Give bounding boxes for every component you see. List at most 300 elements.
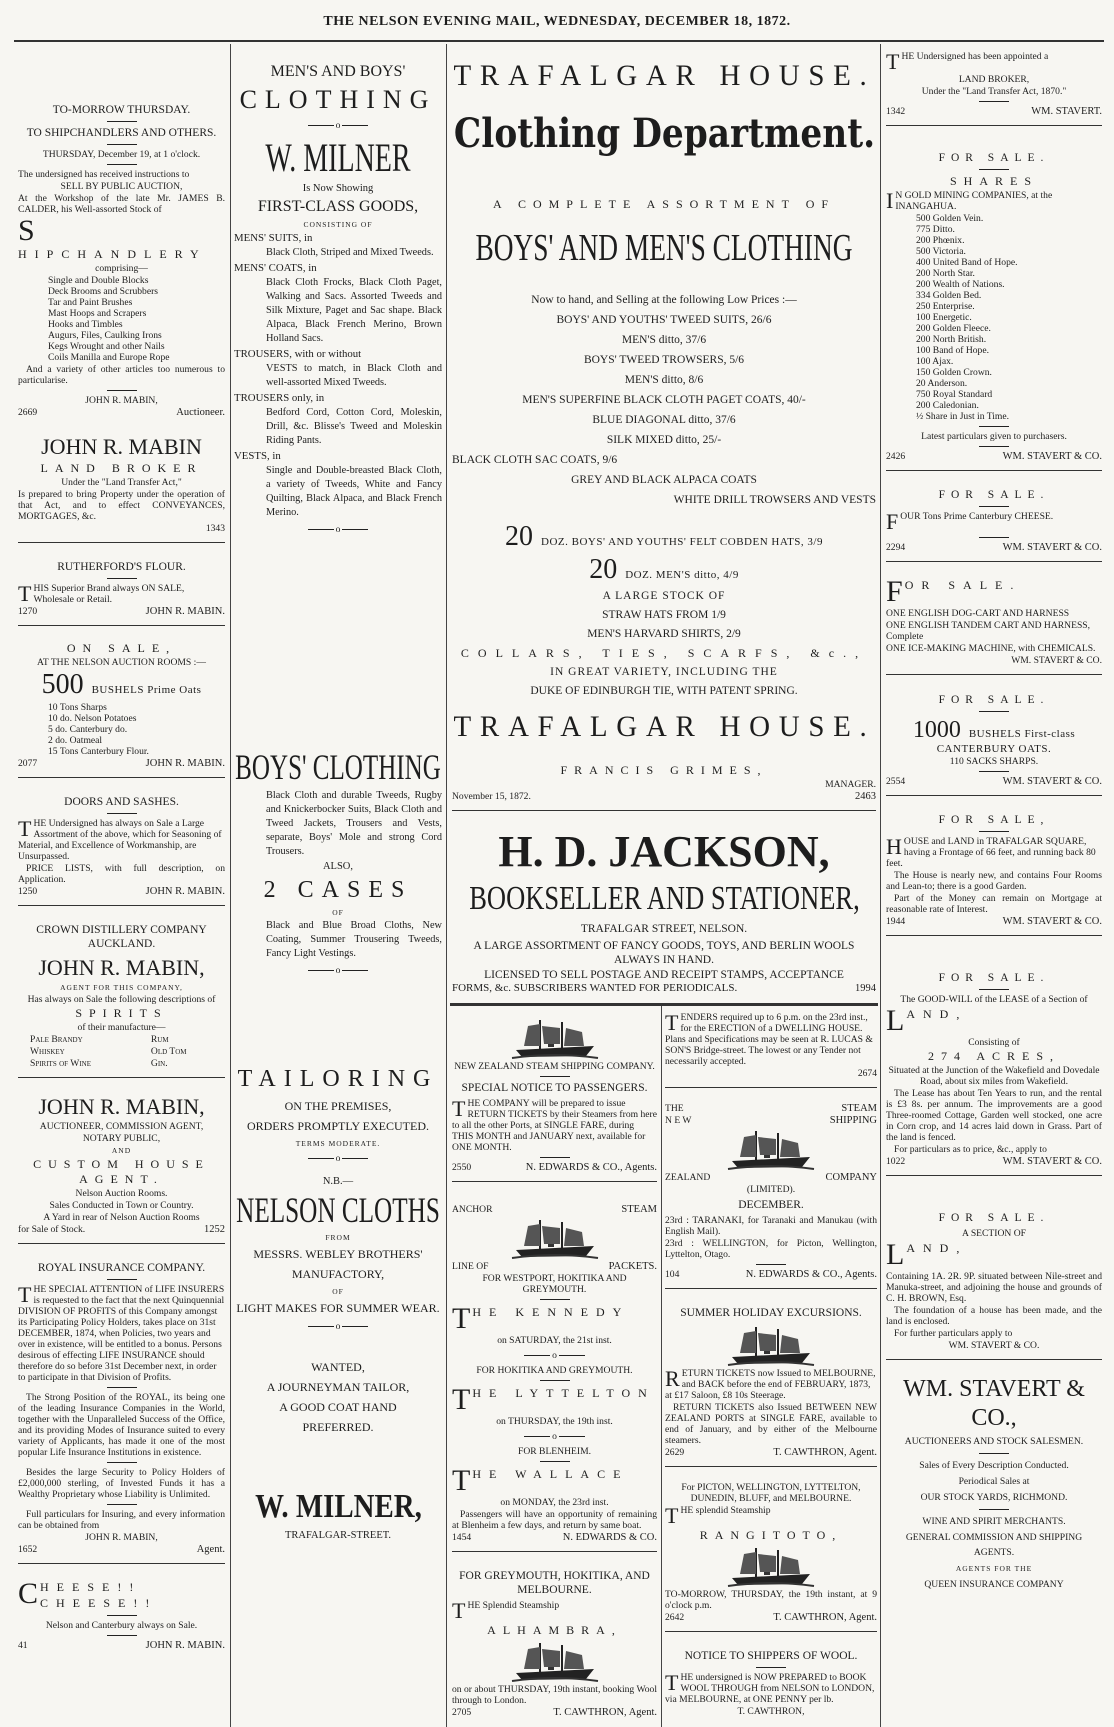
ad-reference-number: 2629	[665, 1447, 685, 1458]
product-name: Whiskey	[30, 1046, 65, 1057]
text-line: BLUE DIAGONAL ditto, 37/6	[592, 414, 736, 426]
ad-reference-number: 2426	[886, 451, 906, 462]
signature: COMPANY	[825, 1172, 877, 1183]
product-name: Rum	[150, 1034, 169, 1045]
text-line: TROUSERS, with or without	[234, 348, 362, 360]
list-item: 200 Phœnix.	[916, 235, 965, 246]
paragraph-text: ETURN TICKETS now Issued to MELBOURNE, and BACK before the end of FEBRUARY, 1873, at £17 Saloon, £8 10s Steerage.	[665, 1368, 876, 1401]
paragraph-text: HE SPECIAL ATTENTION of LIFE INSURERS is requested to the fact that the next Quinquennial DIVISION OF PROFITS of this Company amongst its Participating Policy Holders, takes place on 31st DECEMBER, 1874, when Policies, two years and over in existence, will be entitled to a bonus. Persons desirous of effecting LIFE INSURANCE should therefore do so before 31st December next, in order to participate in that Division of Profits.	[18, 1284, 225, 1383]
carts-sale-ad	[886, 576, 1102, 683]
heading: MANUFACTORY,	[291, 1267, 385, 1281]
jackson-bookseller-ad	[452, 825, 876, 995]
list-item: 250 Enterprise.	[916, 301, 975, 312]
heading: FOR GREYMOUTH, HOKITIKA, AND MELBOURNE.	[459, 1570, 650, 1596]
heading: NOTICE TO SHIPPERS OF WOOL.	[684, 1650, 858, 1662]
text-line: on SATURDAY, the 21st inst.	[497, 1335, 612, 1346]
heading: JOHN R. MABIN,	[38, 955, 205, 980]
heading: FOR SALE.	[938, 152, 1050, 164]
heading: TAILORING	[237, 1066, 439, 1092]
text-line: AND	[111, 1146, 132, 1155]
auction-rooms-ad	[18, 640, 225, 786]
text-line: MEN'S SUPERFINE BLACK CLOTH PAGET COATS, 40/-	[522, 394, 806, 406]
signature: JOHN R. MABIN.	[145, 606, 225, 617]
text-line: GENERAL COMMISSION AND SHIPPING AGENTS.	[905, 1532, 1083, 1558]
ad-separator-rule	[18, 542, 225, 543]
text-line: Sales of Every Description Conducted.	[919, 1460, 1069, 1471]
text-line: (LIMITED).	[746, 1184, 796, 1195]
heading: TO SHIPCHANDLERS AND OTHERS.	[26, 127, 217, 139]
signature: WM. STAVERT & CO.	[1002, 1156, 1102, 1167]
reference-line	[18, 1640, 225, 1651]
drop-cap-letter: H	[886, 834, 902, 859]
product-pair	[18, 1034, 225, 1045]
short-rule	[107, 1635, 137, 1636]
drop-cap-paragraph	[886, 511, 1102, 533]
reference-line	[665, 1115, 877, 1126]
drop-cap-paragraph	[665, 1012, 877, 1067]
paragraph-text: HIS Superior Brand always ON SALE, Wholesale or Retail.	[33, 583, 185, 605]
ad-reference-number: 41	[18, 1640, 28, 1651]
reference-line	[452, 1162, 657, 1173]
drop-cap-letter: L	[886, 1004, 905, 1037]
reference-line	[665, 1103, 877, 1114]
paragraph-text: HIPCHANDLERY	[18, 247, 207, 261]
trafalgar-house-title	[452, 56, 876, 96]
list-item: 500 Golden Vein.	[916, 213, 984, 224]
heading: RUTHERFORD'S FLOUR.	[57, 561, 186, 573]
heading: BOYS' CLOTHING	[235, 747, 441, 787]
flour-ad	[18, 557, 225, 634]
drop-cap-paragraph	[886, 577, 1102, 607]
signature: Agent.	[196, 1544, 225, 1555]
text-line: For PICTON, WELLINGTON, LYTTELTON, DUNEDIN, BLUFF, and MELBOURNE.	[681, 1482, 861, 1504]
list-item: 15 Tons Canterbury Flour.	[48, 746, 149, 757]
nz-steam-notice-ad	[452, 1015, 657, 1190]
quantity-number: 20	[589, 554, 618, 585]
ship-illustration	[452, 1216, 657, 1260]
list-item: 400 United Band of Hope.	[916, 257, 1018, 268]
ad-separator-rule	[886, 1175, 1102, 1176]
ship-illustration	[452, 1639, 657, 1683]
drop-cap-letter: F	[886, 575, 903, 608]
reference-line	[452, 1532, 657, 1543]
drop-cap-letter: L	[886, 1238, 905, 1271]
heading: FOR SALE.	[938, 694, 1050, 706]
product-name: Spirits of Wine	[30, 1058, 92, 1069]
heading: TRAFALGAR STREET, NELSON.	[580, 923, 748, 935]
ad-reference-number: FORMS, &c. SUBSCRIBERS WANTED FOR PERIODICALS.	[452, 982, 738, 994]
list-item: 334 Golden Bed.	[916, 290, 982, 301]
reference-line	[18, 1224, 225, 1235]
drop-cap-letter: C	[18, 1577, 39, 1610]
drop-cap-letter: T	[665, 1010, 679, 1035]
heading: SHARES	[949, 174, 1038, 188]
ad-separator-rule	[665, 1631, 877, 1632]
reference-line	[18, 407, 225, 418]
ad-separator-rule	[886, 561, 1102, 562]
signature: STEAM	[841, 1103, 877, 1114]
signature: 1252	[204, 1224, 225, 1235]
ad-separator-rule	[886, 935, 1102, 936]
signature: N. EDWARDS & CO., Agents.	[525, 1162, 657, 1173]
short-rule	[756, 1667, 786, 1668]
drop-cap-letter: T	[18, 816, 32, 841]
reference-line	[18, 886, 225, 897]
text-line: 110 SACKS SHARPS.	[949, 756, 1039, 767]
quantity-number: 20	[505, 521, 534, 552]
short-rule	[107, 164, 137, 165]
signature: N. EDWARDS & CO.	[562, 1532, 657, 1543]
text-line: Under the "Land Transfer Act, 1870."	[921, 86, 1067, 97]
short-rule	[979, 831, 1009, 832]
list-item: 200 North British.	[916, 334, 987, 345]
shipchandlery-auction-ad	[18, 100, 225, 419]
heading: FOR SALE,	[938, 814, 1050, 826]
paragraph-text: OR SALE.	[904, 578, 1022, 592]
text-line: The House is nearly new, and contains Four Rooms and Lean-to; there is a good Garden.	[886, 870, 1102, 892]
text-line: on THURSDAY, the 19th inst.	[496, 1416, 613, 1427]
reference-line	[886, 1156, 1102, 1167]
text-line: Black and Blue Broad Cloths, New Coating, Summer Trousering Tweeds, Fancy Light Vestings.	[266, 920, 442, 959]
list-item: 20 Anderson.	[916, 378, 968, 389]
text-line: TO-MORROW, THURSDAY, the 19th instant, at 9 o'clock p.m.	[665, 1589, 877, 1611]
quantity-number: 500	[41, 669, 84, 700]
item-list	[18, 702, 225, 757]
drop-cap-letter: T	[665, 1670, 679, 1695]
short-rule	[979, 101, 1009, 102]
short-rule	[756, 1264, 786, 1265]
masthead: THE NELSON EVENING MAIL, WEDNESDAY, DECEMBER 18, 1872.	[323, 14, 791, 29]
list-item: 750 Royal Standard	[916, 389, 993, 400]
tenders-ad	[665, 1011, 877, 1096]
list-item: 775 Ditto.	[916, 224, 955, 235]
signature: PACKETS.	[608, 1261, 657, 1272]
ad-reference-number: ZEALAND	[665, 1172, 711, 1183]
paragraph-text: HE COMPANY will be prepared to issue RETURN TICKETS by their Steamers from here to all the other Ports, at SINGLE FARE, during THIS MONTH and JANUARY next, available for ONE MONTH.	[452, 1098, 657, 1153]
stavert-land-broker-ad	[886, 50, 1102, 134]
short-rule	[979, 771, 1009, 772]
text-line: on MONDAY, the 23rd inst.	[500, 1497, 609, 1508]
text-line: Black Cloth Frocks, Black Cloth Paget, Walking and Sacs. Assorted Tweeds and Silk Mixture, Paget and Sac shape. Black Alpaca, Black French Merino, Brown Holland Sacs.	[266, 277, 442, 344]
text-line: Is Now Showing	[302, 183, 374, 194]
text-line: ONE ICE-MAKING MACHINE, with CHEMICALS.	[886, 643, 1096, 654]
ad-reference-number: 1652	[18, 1544, 38, 1555]
short-rule	[540, 1299, 570, 1300]
reference-line	[452, 1707, 657, 1718]
text-line: JOHN R. MABIN,	[85, 395, 158, 406]
drop-cap-letter: I	[886, 188, 894, 213]
text-line: Single and Double-breasted Black Cloth, a variety of Tweeds, White and Fancy Quilting, Black Alpaca, and Black French Merino.	[266, 465, 442, 518]
drop-cap-letter: R	[665, 1366, 680, 1391]
heading: W. MILNER	[265, 135, 411, 180]
drop-cap-paragraph	[18, 1579, 225, 1611]
text-line: Full particulars for Insuring, and every information can be obtained from	[18, 1509, 225, 1531]
quantity-text: BUSHELS Prime Oats	[91, 684, 202, 696]
heading: FOR SALE.	[938, 1212, 1050, 1224]
reference-line	[665, 1447, 877, 1458]
text-line: Is prepared to bring Property under the operation of that Act, and to effect CONVEYANCES, MORTGAGES, &c.	[18, 489, 225, 522]
short-rule	[540, 1461, 570, 1462]
short-rule	[979, 446, 1009, 447]
text-line: ALSO,	[322, 861, 354, 872]
text-line: And a variety of other articles too numerous to particularise.	[18, 364, 225, 386]
drop-cap-letter: T	[18, 581, 32, 606]
heading: TO-MORROW THURSDAY.	[52, 104, 191, 116]
text-line: of their manufacture—	[77, 1022, 166, 1033]
drop-cap-letter: T	[665, 1503, 679, 1528]
reference-line	[886, 106, 1102, 117]
drop-cap-letter: F	[886, 509, 899, 534]
text-line: Under the "Land Transfer Act,"	[61, 477, 182, 488]
text-line: OF	[332, 1287, 344, 1296]
text-line: LAND BROKER,	[958, 74, 1030, 85]
reference-line	[665, 1612, 877, 1623]
text-line: FROM	[325, 1233, 351, 1242]
text-line: QUEEN INSURANCE COMPANY	[924, 1579, 1064, 1590]
ad-reference-number: 1270	[18, 606, 38, 617]
ad-reference-number: 2550	[452, 1162, 472, 1173]
text-line: Black Cloth and durable Tweeds, Rugby and Knickerbocker Suits, Black Cloth and Tweed Jackets, Trousers and Vests, separate, Boys' Mole and strong Cord Trousers.	[266, 790, 442, 857]
ornament-divider: o	[452, 1431, 657, 1442]
ad-separator-rule	[452, 1551, 657, 1552]
signature: Auctioneer.	[176, 407, 225, 418]
text-line: STRAW HATS FROM 1/9	[602, 609, 726, 621]
heading: W. MILNER,	[254, 1488, 422, 1525]
alhambra-ad	[452, 1566, 657, 1719]
paragraph-text: N GOLD MINING COMPANIES, at the INANGAHUA.	[895, 190, 1053, 212]
drop-cap-paragraph	[886, 51, 1102, 73]
ornament-divider: o	[234, 120, 442, 131]
heading: ON SALE,	[66, 641, 177, 655]
drop-cap-paragraph	[452, 1600, 657, 1622]
text-line: TRAFALGAR-STREET.	[284, 1530, 392, 1541]
heading: A GOOD COAT HAND	[279, 1400, 397, 1414]
paragraph-text: OUR Tons Prime Canterbury CHEESE.	[900, 511, 1054, 522]
short-rule	[107, 1504, 137, 1505]
heading: DECEMBER.	[738, 1199, 804, 1211]
text-line: 23rd : TARANAKI, for Taranaki and Manukau (with English Mail).	[665, 1215, 877, 1237]
reference-line	[452, 1261, 657, 1272]
text-line: SILK MIXED ditto, 25/-	[606, 434, 722, 446]
assortment-line	[452, 196, 876, 213]
reference-line	[452, 791, 876, 802]
ad-reference-number: 1022	[886, 1156, 906, 1167]
short-rule	[107, 1387, 137, 1388]
milner-clothing-ad	[234, 60, 442, 539]
text-line: AGENT FOR THIS COMPANY,	[60, 983, 183, 992]
short-rule	[540, 1076, 570, 1077]
product-name: Gin.	[150, 1058, 168, 1069]
text-line: FOR WESTPORT, HOKITIKA AND GREYMOUTH.	[482, 1273, 627, 1295]
text-line: WINE AND SPIRIT MERCHANTS.	[922, 1516, 1066, 1527]
land-broker-ad	[18, 432, 225, 551]
clothing-department-title	[452, 108, 876, 160]
short-rule	[107, 390, 137, 391]
doors-sashes-ad	[18, 792, 225, 914]
paragraph-text: HE KENNEDY	[472, 1305, 630, 1319]
text-line: FOR HOKITIKA AND GREYMOUTH.	[476, 1365, 633, 1376]
auctioneer-ad	[18, 1092, 225, 1252]
ship-illustration	[665, 1544, 877, 1588]
drop-cap-paragraph	[18, 216, 225, 262]
distillery-ad	[18, 920, 225, 1086]
drop-cap-letter: S	[18, 214, 35, 247]
paragraph-text: HE Undersigned has always on Sale a Large Assortment of the above, which for Seasoning of Material, and Excellence of Workmanship, are Unsurpassed.	[18, 818, 222, 862]
quantity-line	[452, 521, 876, 553]
paragraph-text: HE undersigned is NOW PREPARED to BOOK WOOL THROUGH from NELSON to LONDON, via MELBOURNE, at ONE PENNY per lb.	[665, 1672, 875, 1705]
signature: T. CAWTHRON, Agent.	[553, 1707, 657, 1718]
short-rule	[107, 813, 137, 814]
text-line: Black Cloth, Striped and Mixed Tweeds.	[266, 247, 434, 258]
text-line: A LARGE ASSORTMENT OF FANCY GOODS, TOYS, AND BERLIN WOOLS ALWAYS IN HAND.	[473, 940, 855, 966]
heading: BOOKSELLER AND STATIONER,	[468, 880, 860, 917]
text-line: MANAGER.	[825, 779, 876, 790]
ad-separator-rule	[18, 625, 225, 626]
text-line: Has always on Sale the following descriptions of	[27, 994, 216, 1005]
drop-cap-paragraph	[452, 1098, 657, 1153]
paragraph-text: AND,	[906, 1241, 968, 1255]
ornament-divider: o	[234, 524, 442, 535]
paragraph-text: HE LYTTELTON	[472, 1386, 655, 1400]
paragraph-text: ENDERS required up to 6 p.m. on the 23rd inst., for the ERECTION of a DWELLING HOUSE. Plans and Specifications may be seen at R. LUCAS & SON'S Bridge-street. The lowest or any Tender not necessarily accepted.	[665, 1012, 873, 1067]
reference-line	[886, 916, 1102, 927]
drop-cap-letter: T	[452, 1464, 471, 1497]
ad-reference-number: 1342	[886, 106, 906, 117]
anchor-line-ad	[452, 1203, 657, 1560]
text-line: T. CAWTHRON,	[737, 1706, 805, 1717]
drop-cap-paragraph	[452, 1385, 657, 1415]
quantity-line	[886, 716, 1102, 755]
heading: ROYAL INSURANCE COMPANY.	[37, 1262, 206, 1274]
short-rule	[540, 1380, 570, 1381]
product-name: Pale Brandy	[30, 1034, 83, 1045]
heading: CLOTHING	[239, 85, 437, 114]
ad-separator-rule	[18, 905, 225, 906]
heading: ORDERS PROMPTLY EXECUTED.	[246, 1119, 430, 1133]
royal-insurance-ad	[18, 1258, 225, 1572]
signature: WM. STAVERT & CO.	[1002, 916, 1102, 927]
signature: JOHN R. MABIN.	[145, 886, 225, 897]
paragraph-text: OUSE and LAND in TRAFALGAR SQUARE, having a Frontage of 66 feet, and running back 80 feet.	[886, 836, 1096, 869]
drop-cap-paragraph	[886, 190, 1102, 212]
signature: WM. STAVERT.	[1031, 106, 1102, 117]
drop-cap-paragraph	[18, 1284, 225, 1383]
list-item: Hooks and Timbles	[48, 319, 123, 330]
text-line: IN GREAT VARIETY, INCLUDING THE	[550, 666, 778, 678]
text-line: PRICE LISTS, with full description, on Application.	[18, 863, 225, 885]
heading: JOHN R. MABIN	[41, 434, 202, 459]
short-rule	[979, 711, 1009, 712]
list-item: Mast Hoops and Scrapers	[48, 308, 147, 319]
heading: NELSON CLOTHS	[236, 1190, 440, 1230]
quantity-text: DOZ. MEN'S ditto, 4/9	[625, 569, 739, 581]
quantity-number: 1000	[912, 717, 961, 743]
wool-notice-ad	[665, 1646, 877, 1718]
text-line: Bedford Cord, Cotton Cord, Moleskin, Drill, &c. Blisse's Tweed and Moleskin Riding Pants.	[266, 407, 442, 446]
text-line: JOHN R. MABIN,	[85, 1532, 158, 1543]
ornament-divider: o	[234, 1153, 442, 1164]
drop-cap-paragraph	[18, 818, 225, 862]
column-divider	[230, 44, 231, 1727]
text-line: RETURN TICKETS also Issued BETWEEN NEW ZEALAND PORTS at SINGLE FARE, available to end of January, and by either of the Melbourne steamers.	[665, 1402, 877, 1446]
quantity-text: BUSHELS First-class CANTERBURY OATS.	[936, 728, 1076, 755]
summer-excursions-ad	[665, 1303, 877, 1475]
text-line: MENS' COATS, in	[234, 262, 317, 274]
list-item: Kegs Wrought and other Nails	[48, 341, 165, 352]
heading: SPECIAL NOTICE TO PASSENGERS.	[461, 1082, 648, 1094]
text-line: AUCTIONEER, COMMISSION AGENT,	[39, 1121, 204, 1132]
text-line: FOR BLENHEIM.	[517, 1446, 592, 1457]
text-line: MEN'S ditto, 37/6	[621, 334, 707, 346]
heading: LIGHT MAKES FOR SUMMER WEAR.	[236, 1301, 440, 1315]
text-line: 1343	[205, 523, 225, 534]
text-line: The GOOD-WILL of the LEASE of a Section of	[900, 994, 1088, 1005]
trafalgar-house-footer	[452, 707, 876, 747]
heading: LAND BROKER	[40, 461, 203, 475]
text-line: THURSDAY, December 19, at 1 o'clock.	[42, 149, 201, 160]
steamship-icon	[726, 1127, 816, 1171]
text-line: TERMS MODERATE.	[295, 1139, 381, 1148]
reference-line	[452, 1204, 657, 1215]
drop-cap-paragraph	[18, 583, 225, 605]
ad-reference-number: 1454	[452, 1532, 472, 1543]
ad-reference-number: ANCHOR	[452, 1204, 493, 1215]
product-name: Old Tom	[150, 1046, 187, 1057]
list-item: Augurs, Files, Caulking Irons	[48, 330, 162, 341]
short-rule	[979, 506, 1009, 507]
ad-separator-rule	[665, 1087, 877, 1088]
text-line: 23rd : WELLINGTON, for Picton, Wellington, Lyttelton, Otago.	[665, 1238, 877, 1260]
house-land-sale-ad	[886, 810, 1102, 944]
text-line: NEW ZEALAND STEAM SHIPPING COMPANY.	[454, 1061, 655, 1072]
ad-reference-number: 2669	[18, 407, 38, 418]
text-line: N.B.—	[322, 1176, 354, 1187]
signature: 2463	[855, 791, 876, 802]
quantity-line	[18, 669, 225, 701]
reference-line	[452, 983, 876, 994]
list-item: Coils Manilla and Europe Rope	[48, 352, 170, 363]
list-item: 500 Victoria.	[916, 246, 966, 257]
text-line: ONE ENGLISH DOG-CART AND HARNESS	[886, 608, 1070, 619]
heading: Clothing Department.	[453, 110, 875, 157]
short-rule	[107, 1279, 137, 1280]
drop-cap-letter: T	[886, 49, 900, 74]
ship-illustration	[665, 1323, 877, 1367]
ad-separator-rule	[452, 810, 876, 811]
column-divider	[446, 44, 447, 1727]
text-line: A LARGE STOCK OF	[602, 590, 726, 602]
ship-illustration	[452, 1016, 657, 1060]
ad-separator-rule	[18, 1243, 225, 1244]
heading: WM. STAVERT & CO.,	[903, 1376, 1085, 1431]
reference-line	[886, 451, 1102, 462]
list-item: 200 Wealth of Nations.	[916, 279, 1005, 290]
heading: SUMMER HOLIDAY EXCURSIONS.	[680, 1307, 862, 1319]
drop-cap-paragraph	[452, 1466, 657, 1496]
heading: FOR SALE.	[938, 489, 1050, 501]
text-line: LICENSED TO SELL POSTAGE AND RECEIPT STAMPS, ACCEPTANCE	[484, 969, 844, 981]
list-item: 2 do. Oatmeal	[48, 735, 103, 746]
ad-reference-number: 104	[665, 1269, 680, 1280]
text-line: Consisting of	[968, 1037, 1020, 1048]
drop-cap-paragraph	[886, 1006, 1102, 1036]
text-line: CONSISTING OF	[303, 220, 373, 229]
drop-cap-paragraph	[665, 1672, 877, 1705]
oats-sale-ad	[886, 690, 1102, 804]
list-item: 200 Caledonian.	[916, 400, 979, 411]
heading: H. D. JACKSON,	[498, 827, 830, 876]
short-rule	[979, 1453, 1009, 1454]
